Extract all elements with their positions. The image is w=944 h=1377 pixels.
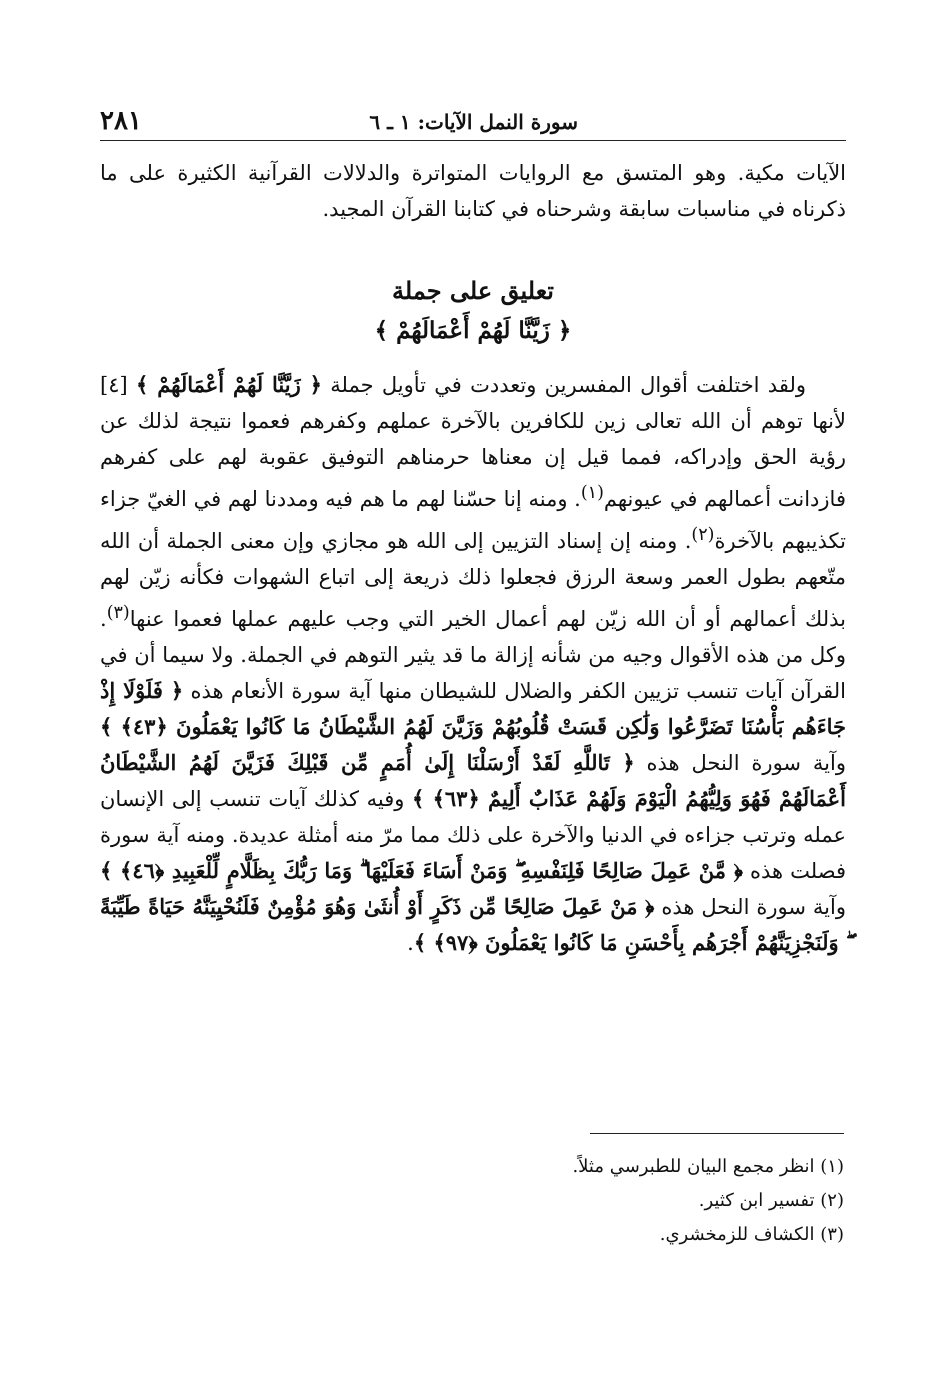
footnote-ref-3: (٣) <box>106 603 130 623</box>
text-segment: . ومنه إنا حسّنا لهم ما هم فيه ومددنا لهم في الغيّ جزاء تكذيبهم بالآخرة <box>100 487 846 553</box>
footnotes <box>572 1150 844 1252</box>
footnote-number: (٢) <box>820 1190 844 1211</box>
footnote-text: الكشاف للزمخشري. <box>659 1224 815 1245</box>
text-segment: وآية سورة النحل هذه <box>661 895 846 919</box>
text-segment: وفيه كذلك آيات تنسب إلى الإنسان عمله وترتب جزاءه في الدنيا والآخرة على ذلك مما مرّ منه أمثلة عديدة. ومنه آية سورة فصلت هذه <box>100 787 846 883</box>
footnote-number: (١) <box>820 1156 844 1177</box>
footnote-item <box>572 1184 844 1218</box>
book-page <box>100 100 846 961</box>
page-header <box>100 100 846 141</box>
footnote-ref-2: (٢) <box>691 525 715 545</box>
section-heading: تعليق على جملة <box>392 276 554 305</box>
footnote-text: تفسير ابن كثير. <box>698 1190 815 1211</box>
footnote-item <box>572 1218 844 1252</box>
quran-quote: ﴿ تَاللَّهِ لَقَدْ أَرْسَلْنَا إِلَىٰ أُمَمٍ مِّن قَبْلِكَ فَزَيَّنَ لَهُمُ الشَّيْطَانُ أَعْمَالَهُمْ فَهُوَ وَلِيُّهُمُ الْيَوْمَ وَلَهُمْ عَذَابٌ أَلِيمٌ ﴿٦٣﴾ ﴾ <box>100 750 846 811</box>
text-segment: [٤] لأنها توهم أن الله تعالى زين للكافرين بالآخرة عملهم وكفرهم فعموا نتيجة لذلك عن رؤية الحق وإدراكه، فمما قيل إن معناها حرمناهم التوفيق عقوبة لهم على كفرهم فازدانت أعمالهم في عيونهم <box>100 373 846 511</box>
running-title: سورة النمل الآيات: ١ ـ ٦ <box>369 110 578 134</box>
quran-quote: ﴿ مَّنْ عَمِلَ صَالِحًا فَلِنَفْسِهِ ۖ وَمَنْ أَسَاءَ فَعَلَيْهَا ۗ وَمَا رَبُّكَ بِظَلَّامٍ لِّلْعَبِيدِ ﴿٤٦﴾ ﴾ <box>100 858 743 883</box>
footnote-text: انظر مجمع البيان للطبرسي مثلاً. <box>572 1156 815 1177</box>
quran-quote: ﴿ زَيَّنَّا لَهُمْ أَعْمَالَهُمْ ﴾ <box>135 372 322 397</box>
text-segment: . ومنه إن إسناد التزيين إلى الله هو مجازي وإن معنى الجملة أن الله متّعهم بطول العمر وسعة الرزق فجعلوا ذلك ذريعة إلى اتباع الشهوات فكأنه زيّن لهم بذلك أعمالهم أو أن الله زيّن لهم أعمال الخير التي وجب عليهم عملها فعموا عنها <box>100 529 846 631</box>
text-segment: . وكل من هذه الأقوال وجيه من شأنه إزالة ما قد يثير التوهم في الجملة. ولا سيما أن في القرآن آيات تنسب تزيين الكفر والضلال للشيطان منها آية سورة الأنعام هذه <box>100 607 846 703</box>
quran-quote: ﴿ فَلَوْلَا إِذْ جَاءَهُم بَأْسُنَا تَضَرَّعُوا وَلَٰكِن قَسَتْ قُلُوبُهُمْ وَزَيَّنَ لَهُمُ الشَّيْطَانُ مَا كَانُوا يَعْمَلُونَ ﴿٤٣﴾ ﴾ <box>100 678 847 739</box>
text-segment: ولقد اختلفت أقوال المفسرين وتعددت في تأويل جملة <box>330 373 806 397</box>
page-body <box>100 155 846 961</box>
footnote-ref-1: (١) <box>580 483 604 503</box>
footnote-item <box>572 1150 844 1184</box>
text-segment: . <box>407 931 414 955</box>
footnote-divider <box>590 1133 844 1134</box>
page-number: ٢٨١ <box>100 106 142 136</box>
footnote-number: (٣) <box>820 1224 844 1245</box>
intro-paragraph: الآيات مكية. وهو المتسق مع الروايات المتواترة والدلالات القرآنية الكثيرة على ما ذكرناه في مناسبات سابقة وشرحناه في كتابنا القرآن المجيد. <box>100 161 846 221</box>
quran-quote: ﴿ مَنْ عَمِلَ صَالِحًا مِّن ذَكَرٍ أَوْ أُنثَىٰ وَهُوَ مُؤْمِنٌ فَلَنُحْيِيَنَّهُ حَيَاةً طَيِّبَةً ۖ وَلَنَجْزِيَنَّهُمْ أَجْرَهُم بِأَحْسَنِ مَا كَانُوا يَعْمَلُونَ ﴿٩٧﴾ ﴾ <box>100 894 846 955</box>
text-segment: وآية سورة النحل هذه <box>646 751 846 775</box>
section-subheading-verse: ﴿ زَيَّنَّا لَهُمْ أَعْمَالَهُمْ ﴾ <box>374 317 572 344</box>
main-paragraph <box>100 367 846 961</box>
